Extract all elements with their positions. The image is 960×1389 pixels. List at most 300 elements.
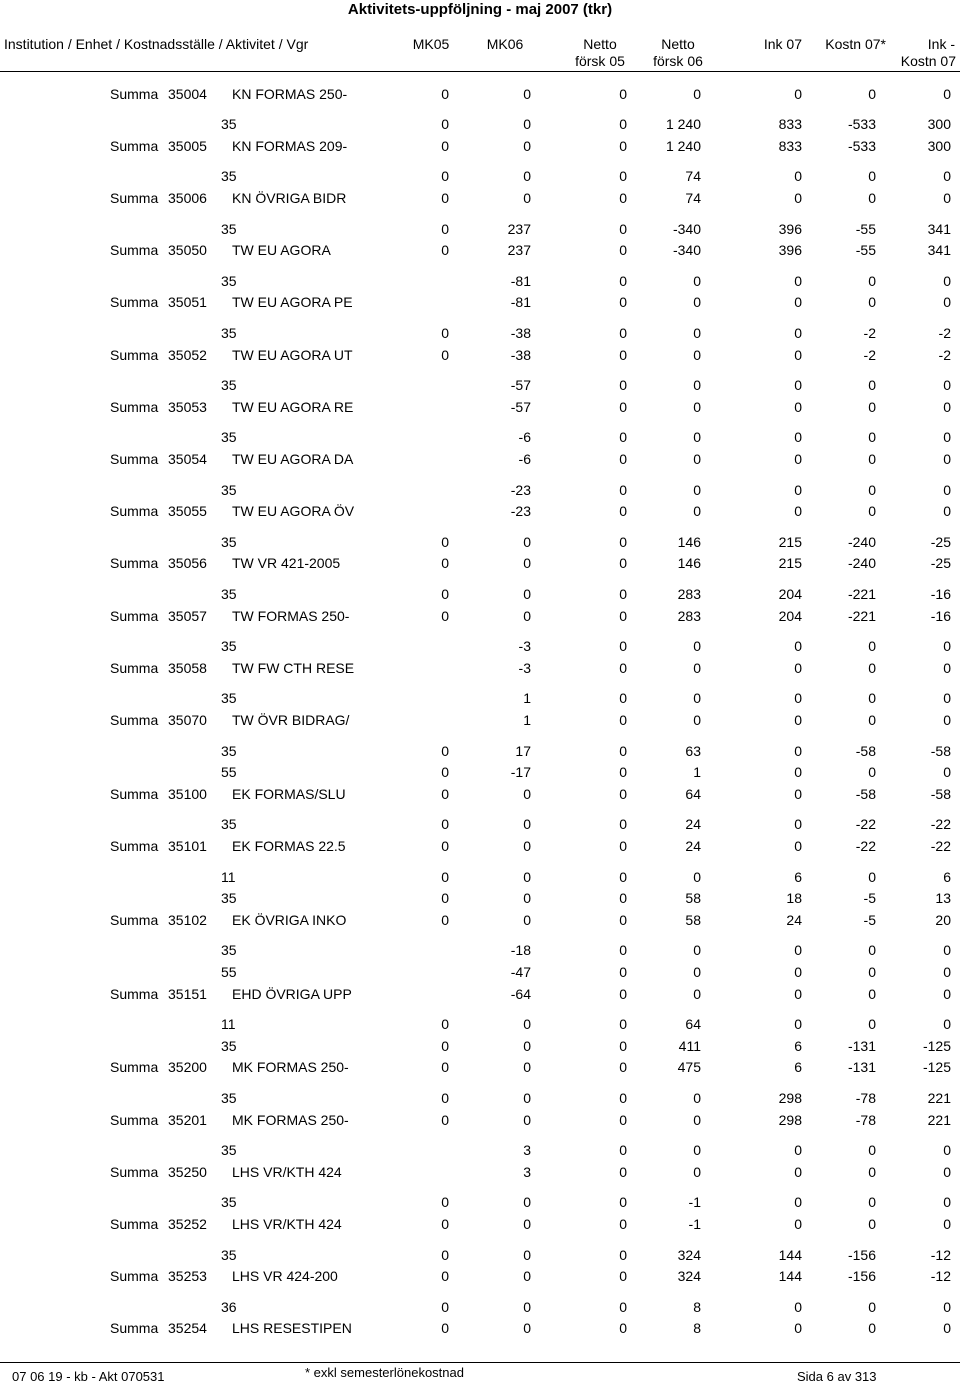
sub-row: [0, 532, 960, 552]
cell-value: 0: [943, 398, 951, 415]
cell-value: 0: [441, 116, 449, 133]
summa-row: [0, 836, 960, 856]
cell-value: 0: [441, 85, 449, 102]
cell-value: -58: [855, 785, 876, 802]
cell-value: 0: [794, 659, 802, 676]
vgr-code: 35: [221, 1089, 237, 1106]
activity-code: 35050: [168, 242, 207, 259]
cell-value: 0: [794, 294, 802, 311]
activity-description: MK FORMAS 250-: [232, 1059, 349, 1076]
cell-value: -240: [847, 555, 876, 572]
cell-value: -340: [672, 220, 701, 237]
cell-value: 0: [619, 638, 627, 655]
cell-value: 0: [693, 481, 701, 498]
cell-value: 0: [441, 785, 449, 802]
cell-value: 0: [619, 868, 627, 885]
summa-label: Summa: [110, 294, 159, 311]
cell-value: 0: [523, 1037, 531, 1054]
cell-value: 0: [619, 346, 627, 363]
cell-value: 0: [619, 890, 627, 907]
cell-value: 0: [943, 272, 951, 289]
cell-value: 324: [677, 1246, 701, 1263]
cell-value: 0: [943, 503, 951, 520]
cell-value: -25: [930, 555, 951, 572]
cell-value: 0: [693, 398, 701, 415]
activity-code: 35051: [168, 294, 207, 311]
cell-value: 0: [619, 1298, 627, 1315]
cell-value: 0: [943, 1194, 951, 1211]
cell-value: 0: [523, 890, 531, 907]
cell-value: 0: [619, 1163, 627, 1180]
cell-value: 0: [523, 1059, 531, 1076]
cell-value: 0: [441, 911, 449, 928]
cell-value: -131: [847, 1059, 876, 1076]
cell-value: -22: [930, 837, 951, 854]
cell-value: 1: [693, 764, 701, 781]
cell-value: 0: [868, 690, 876, 707]
cell-value: 0: [619, 1268, 627, 1285]
cell-value: 0: [943, 942, 951, 959]
activity-code: 35004: [168, 85, 207, 102]
cell-value: 144: [778, 1246, 802, 1263]
activity-description: TW EU AGORA PE: [232, 294, 353, 311]
cell-value: 237: [507, 242, 531, 259]
summa-row: [0, 658, 960, 678]
cell-value: 24: [685, 816, 701, 833]
cell-value: 0: [868, 711, 876, 728]
header-netto06-line1: Netto: [661, 36, 695, 52]
cell-value: 0: [441, 346, 449, 363]
cell-value: 0: [619, 481, 627, 498]
cell-value: 3: [523, 1163, 531, 1180]
cell-value: 0: [693, 272, 701, 289]
cell-value: 0: [619, 533, 627, 550]
cell-value: 237: [507, 220, 531, 237]
summa-row: [0, 501, 960, 521]
summa-row: [0, 710, 960, 730]
cell-value: 64: [685, 1016, 701, 1033]
cell-value: -221: [847, 585, 876, 602]
cell-value: 0: [523, 868, 531, 885]
cell-value: -58: [930, 742, 951, 759]
cell-value: 0: [794, 503, 802, 520]
cell-value: 0: [794, 1320, 802, 1337]
cell-value: 0: [619, 1320, 627, 1337]
cell-value: 0: [943, 189, 951, 206]
summa-row: [0, 136, 960, 156]
cell-value: 0: [794, 1163, 802, 1180]
sub-row: [0, 1088, 960, 1108]
cell-value: 0: [619, 1142, 627, 1159]
activity-code: 35200: [168, 1059, 207, 1076]
cell-value: 0: [794, 398, 802, 415]
activity-code: 35005: [168, 137, 207, 154]
summa-row: [0, 449, 960, 469]
vgr-code: 35: [221, 324, 237, 341]
cell-value: 0: [868, 1215, 876, 1232]
activity-code: 35101: [168, 837, 207, 854]
cell-value: -38: [510, 324, 531, 341]
activity-description: TW EU AGORA UT: [232, 346, 353, 363]
vgr-code: 35: [221, 1246, 237, 1263]
cell-value: 0: [619, 429, 627, 446]
cell-value: 0: [868, 429, 876, 446]
cell-value: 146: [677, 533, 701, 550]
cell-value: 0: [794, 346, 802, 363]
sub-row: [0, 1297, 960, 1317]
cell-value: 146: [677, 555, 701, 572]
cell-value: 3: [523, 1142, 531, 1159]
cell-value: 0: [523, 533, 531, 550]
cell-value: 8: [693, 1320, 701, 1337]
cell-value: 0: [619, 742, 627, 759]
summa-row: [0, 1318, 960, 1338]
cell-value: 0: [619, 242, 627, 259]
summa-label: Summa: [110, 607, 159, 624]
summa-row: [0, 1057, 960, 1077]
page-footer: [0, 1362, 960, 1389]
summa-label: Summa: [110, 242, 159, 259]
summa-row: [0, 784, 960, 804]
cell-value: -16: [930, 607, 951, 624]
cell-value: -131: [847, 1037, 876, 1054]
cell-value: 0: [794, 168, 802, 185]
cell-value: 0: [868, 189, 876, 206]
cell-value: -6: [518, 429, 531, 446]
summa-label: Summa: [110, 837, 159, 854]
cell-value: 0: [693, 346, 701, 363]
cell-value: 0: [794, 985, 802, 1002]
cell-value: 0: [794, 942, 802, 959]
cell-value: 0: [943, 1142, 951, 1159]
summa-row: [0, 910, 960, 930]
sub-row: [0, 166, 960, 186]
cell-value: 0: [441, 1298, 449, 1315]
cell-value: -23: [510, 503, 531, 520]
summa-label: Summa: [110, 450, 159, 467]
activity-code: 35053: [168, 398, 207, 415]
cell-value: 0: [693, 942, 701, 959]
cell-value: -3: [518, 659, 531, 676]
cell-value: -58: [855, 742, 876, 759]
vgr-code: 55: [221, 963, 237, 980]
cell-value: 0: [693, 638, 701, 655]
cell-value: -5: [863, 890, 876, 907]
cell-value: 13: [935, 890, 951, 907]
summa-label: Summa: [110, 1163, 159, 1180]
cell-value: 0: [943, 1320, 951, 1337]
cell-value: 0: [523, 137, 531, 154]
activity-code: 35254: [168, 1320, 207, 1337]
cell-value: 0: [693, 429, 701, 446]
cell-value: 0: [868, 868, 876, 885]
vgr-code: 35: [221, 377, 237, 394]
cell-value: 0: [794, 1016, 802, 1033]
cell-value: -81: [510, 272, 531, 289]
cell-value: 0: [794, 785, 802, 802]
cell-value: 0: [693, 659, 701, 676]
summa-label: Summa: [110, 189, 159, 206]
cell-value: 0: [619, 294, 627, 311]
header-path: Institution / Enhet / Kostnadsställe / Aktivitet / Vgr: [4, 36, 309, 52]
activity-description: EK FORMAS/SLU: [232, 785, 346, 802]
cell-value: 0: [619, 168, 627, 185]
activity-description: TW FORMAS 250-: [232, 607, 350, 624]
cell-value: 0: [619, 911, 627, 928]
sub-row: [0, 688, 960, 708]
cell-value: 0: [619, 137, 627, 154]
cell-value: 0: [868, 985, 876, 1002]
cell-value: -38: [510, 346, 531, 363]
cell-value: 0: [523, 837, 531, 854]
cell-value: 0: [619, 1246, 627, 1263]
cell-value: 0: [794, 764, 802, 781]
cell-value: 324: [677, 1268, 701, 1285]
cell-value: -64: [510, 985, 531, 1002]
header-kostn07: Kostn 07*: [825, 36, 886, 52]
cell-value: 0: [943, 1163, 951, 1180]
cell-value: 0: [868, 450, 876, 467]
cell-value: 0: [441, 533, 449, 550]
cell-value: 0: [523, 1111, 531, 1128]
cell-value: 0: [523, 85, 531, 102]
vgr-code: 35: [221, 533, 237, 550]
summa-label: Summa: [110, 711, 159, 728]
cell-value: 0: [523, 1246, 531, 1263]
header-mk05: MK05: [412, 36, 450, 52]
cell-value: 0: [943, 429, 951, 446]
cell-value: 298: [778, 1089, 802, 1106]
cell-value: 0: [619, 503, 627, 520]
summa-label: Summa: [110, 398, 159, 415]
cell-value: 0: [619, 220, 627, 237]
cell-value: 0: [619, 785, 627, 802]
cell-value: -3: [518, 638, 531, 655]
cell-value: 0: [619, 585, 627, 602]
cell-value: -55: [855, 242, 876, 259]
cell-value: 0: [868, 1142, 876, 1159]
cell-value: 0: [868, 1163, 876, 1180]
sub-row: [0, 1192, 960, 1212]
vgr-code: 36: [221, 1298, 237, 1315]
cell-value: 283: [677, 607, 701, 624]
cell-value: 58: [685, 911, 701, 928]
cell-value: 833: [778, 137, 802, 154]
cell-value: 0: [868, 481, 876, 498]
cell-value: -23: [510, 481, 531, 498]
cell-value: 0: [441, 1059, 449, 1076]
cell-value: 0: [619, 1194, 627, 1211]
cell-value: -47: [510, 963, 531, 980]
cell-value: 0: [794, 189, 802, 206]
cell-value: -57: [510, 398, 531, 415]
cell-value: 0: [794, 450, 802, 467]
cell-value: 215: [778, 533, 802, 550]
cell-value: 298: [778, 1111, 802, 1128]
cell-value: 0: [794, 324, 802, 341]
cell-value: 0: [794, 1142, 802, 1159]
cell-value: -12: [930, 1268, 951, 1285]
summa-label: Summa: [110, 911, 159, 928]
cell-value: 0: [693, 377, 701, 394]
cell-value: 0: [619, 1089, 627, 1106]
cell-value: 300: [927, 137, 951, 154]
cell-value: 0: [943, 1215, 951, 1232]
activity-description: TW EU AGORA: [232, 242, 331, 259]
cell-value: 0: [619, 398, 627, 415]
cell-value: -2: [938, 324, 951, 341]
summa-row: [0, 188, 960, 208]
activity-code: 35253: [168, 1268, 207, 1285]
cell-value: 0: [943, 711, 951, 728]
cell-value: 0: [523, 1016, 531, 1033]
summa-label: Summa: [110, 503, 159, 520]
cell-value: 20: [935, 911, 951, 928]
activity-code: 35057: [168, 607, 207, 624]
cell-value: 0: [619, 942, 627, 959]
activity-code: 35054: [168, 450, 207, 467]
cell-value: 0: [943, 638, 951, 655]
cell-value: 0: [868, 638, 876, 655]
cell-value: 0: [868, 377, 876, 394]
cell-value: 0: [794, 272, 802, 289]
sub-row: [0, 584, 960, 604]
cell-value: 0: [794, 1215, 802, 1232]
cell-value: 0: [693, 711, 701, 728]
vgr-code: 35: [221, 1194, 237, 1211]
cell-value: 0: [619, 690, 627, 707]
cell-value: 0: [523, 116, 531, 133]
cell-value: 396: [778, 242, 802, 259]
cell-value: 0: [523, 1298, 531, 1315]
cell-value: -221: [847, 607, 876, 624]
cell-value: 0: [943, 450, 951, 467]
cell-value: -5: [863, 911, 876, 928]
cell-value: -125: [922, 1037, 951, 1054]
header-rule: [0, 71, 960, 72]
sub-row: [0, 867, 960, 887]
summa-label: Summa: [110, 1320, 159, 1337]
cell-value: 0: [441, 1016, 449, 1033]
cell-value: 24: [685, 837, 701, 854]
cell-value: 0: [868, 942, 876, 959]
cell-value: 17: [515, 742, 531, 759]
cell-value: 0: [619, 1215, 627, 1232]
header-mk06: MK06: [486, 36, 524, 52]
cell-value: 0: [794, 377, 802, 394]
summa-label: Summa: [110, 1268, 159, 1285]
cell-value: 0: [943, 764, 951, 781]
cell-value: 0: [868, 294, 876, 311]
cell-value: -25: [930, 533, 951, 550]
activity-code: 35102: [168, 911, 207, 928]
activity-description: TW EU AGORA RE: [232, 398, 354, 415]
sub-row: [0, 480, 960, 500]
summa-label: Summa: [110, 659, 159, 676]
sub-row: [0, 1036, 960, 1056]
cell-value: 0: [441, 1037, 449, 1054]
cell-value: 0: [943, 294, 951, 311]
cell-value: 0: [693, 963, 701, 980]
cell-value: 0: [523, 585, 531, 602]
summa-label: Summa: [110, 137, 159, 154]
cell-value: 0: [441, 890, 449, 907]
cell-value: -2: [938, 346, 951, 363]
summa-label: Summa: [110, 85, 159, 102]
sub-row: [0, 1245, 960, 1265]
cell-value: 0: [441, 1194, 449, 1211]
activity-description: LHS VR/KTH 424: [232, 1163, 342, 1180]
cell-value: 18: [786, 890, 802, 907]
cell-value: 0: [619, 324, 627, 341]
summa-row: [0, 84, 960, 104]
activity-code: 35058: [168, 659, 207, 676]
cell-value: 0: [619, 711, 627, 728]
cell-value: 0: [693, 324, 701, 341]
cell-value: 0: [441, 1089, 449, 1106]
header-netto05-line2: försk 05: [575, 53, 625, 69]
cell-value: 24: [786, 911, 802, 928]
cell-value: 0: [523, 555, 531, 572]
cell-value: 0: [441, 189, 449, 206]
cell-value: 6: [943, 868, 951, 885]
header-netto06-line2: försk 06: [653, 53, 703, 69]
cell-value: 0: [868, 85, 876, 102]
vgr-code: 35: [221, 429, 237, 446]
cell-value: 1: [523, 690, 531, 707]
cell-value: 0: [943, 1016, 951, 1033]
cell-value: -6: [518, 450, 531, 467]
cell-value: 0: [619, 1059, 627, 1076]
footer-note: * exkl semesterlönekostnad: [305, 1365, 464, 1380]
cell-value: 64: [685, 785, 701, 802]
cell-value: 0: [794, 85, 802, 102]
cell-value: 0: [943, 85, 951, 102]
cell-value: 0: [619, 1111, 627, 1128]
cell-value: -533: [847, 116, 876, 133]
cell-value: 6: [794, 1037, 802, 1054]
cell-value: 0: [943, 963, 951, 980]
sub-row: [0, 323, 960, 343]
cell-value: 6: [794, 1059, 802, 1076]
cell-value: 283: [677, 585, 701, 602]
summa-row: [0, 292, 960, 312]
sub-row: [0, 271, 960, 291]
cell-value: 0: [441, 585, 449, 602]
cell-value: 0: [523, 1089, 531, 1106]
vgr-code: 35: [221, 942, 237, 959]
cell-value: -12: [930, 1246, 951, 1263]
cell-value: 0: [794, 638, 802, 655]
vgr-code: 35: [221, 1037, 237, 1054]
sub-row: [0, 427, 960, 447]
header-inkkostn-line1: Ink -: [927, 36, 955, 52]
summa-label: Summa: [110, 985, 159, 1002]
summa-row: [0, 1162, 960, 1182]
vgr-code: 55: [221, 764, 237, 781]
cell-value: 0: [868, 1016, 876, 1033]
vgr-code: 35: [221, 690, 237, 707]
cell-value: 0: [794, 837, 802, 854]
cell-value: 0: [868, 1320, 876, 1337]
cell-value: 0: [794, 963, 802, 980]
vgr-code: 35: [221, 481, 237, 498]
footer-page: Sida 6 av 313: [797, 1369, 877, 1384]
cell-value: 0: [868, 764, 876, 781]
cell-value: 0: [619, 985, 627, 1002]
cell-value: 0: [523, 168, 531, 185]
activity-code: 35250: [168, 1163, 207, 1180]
